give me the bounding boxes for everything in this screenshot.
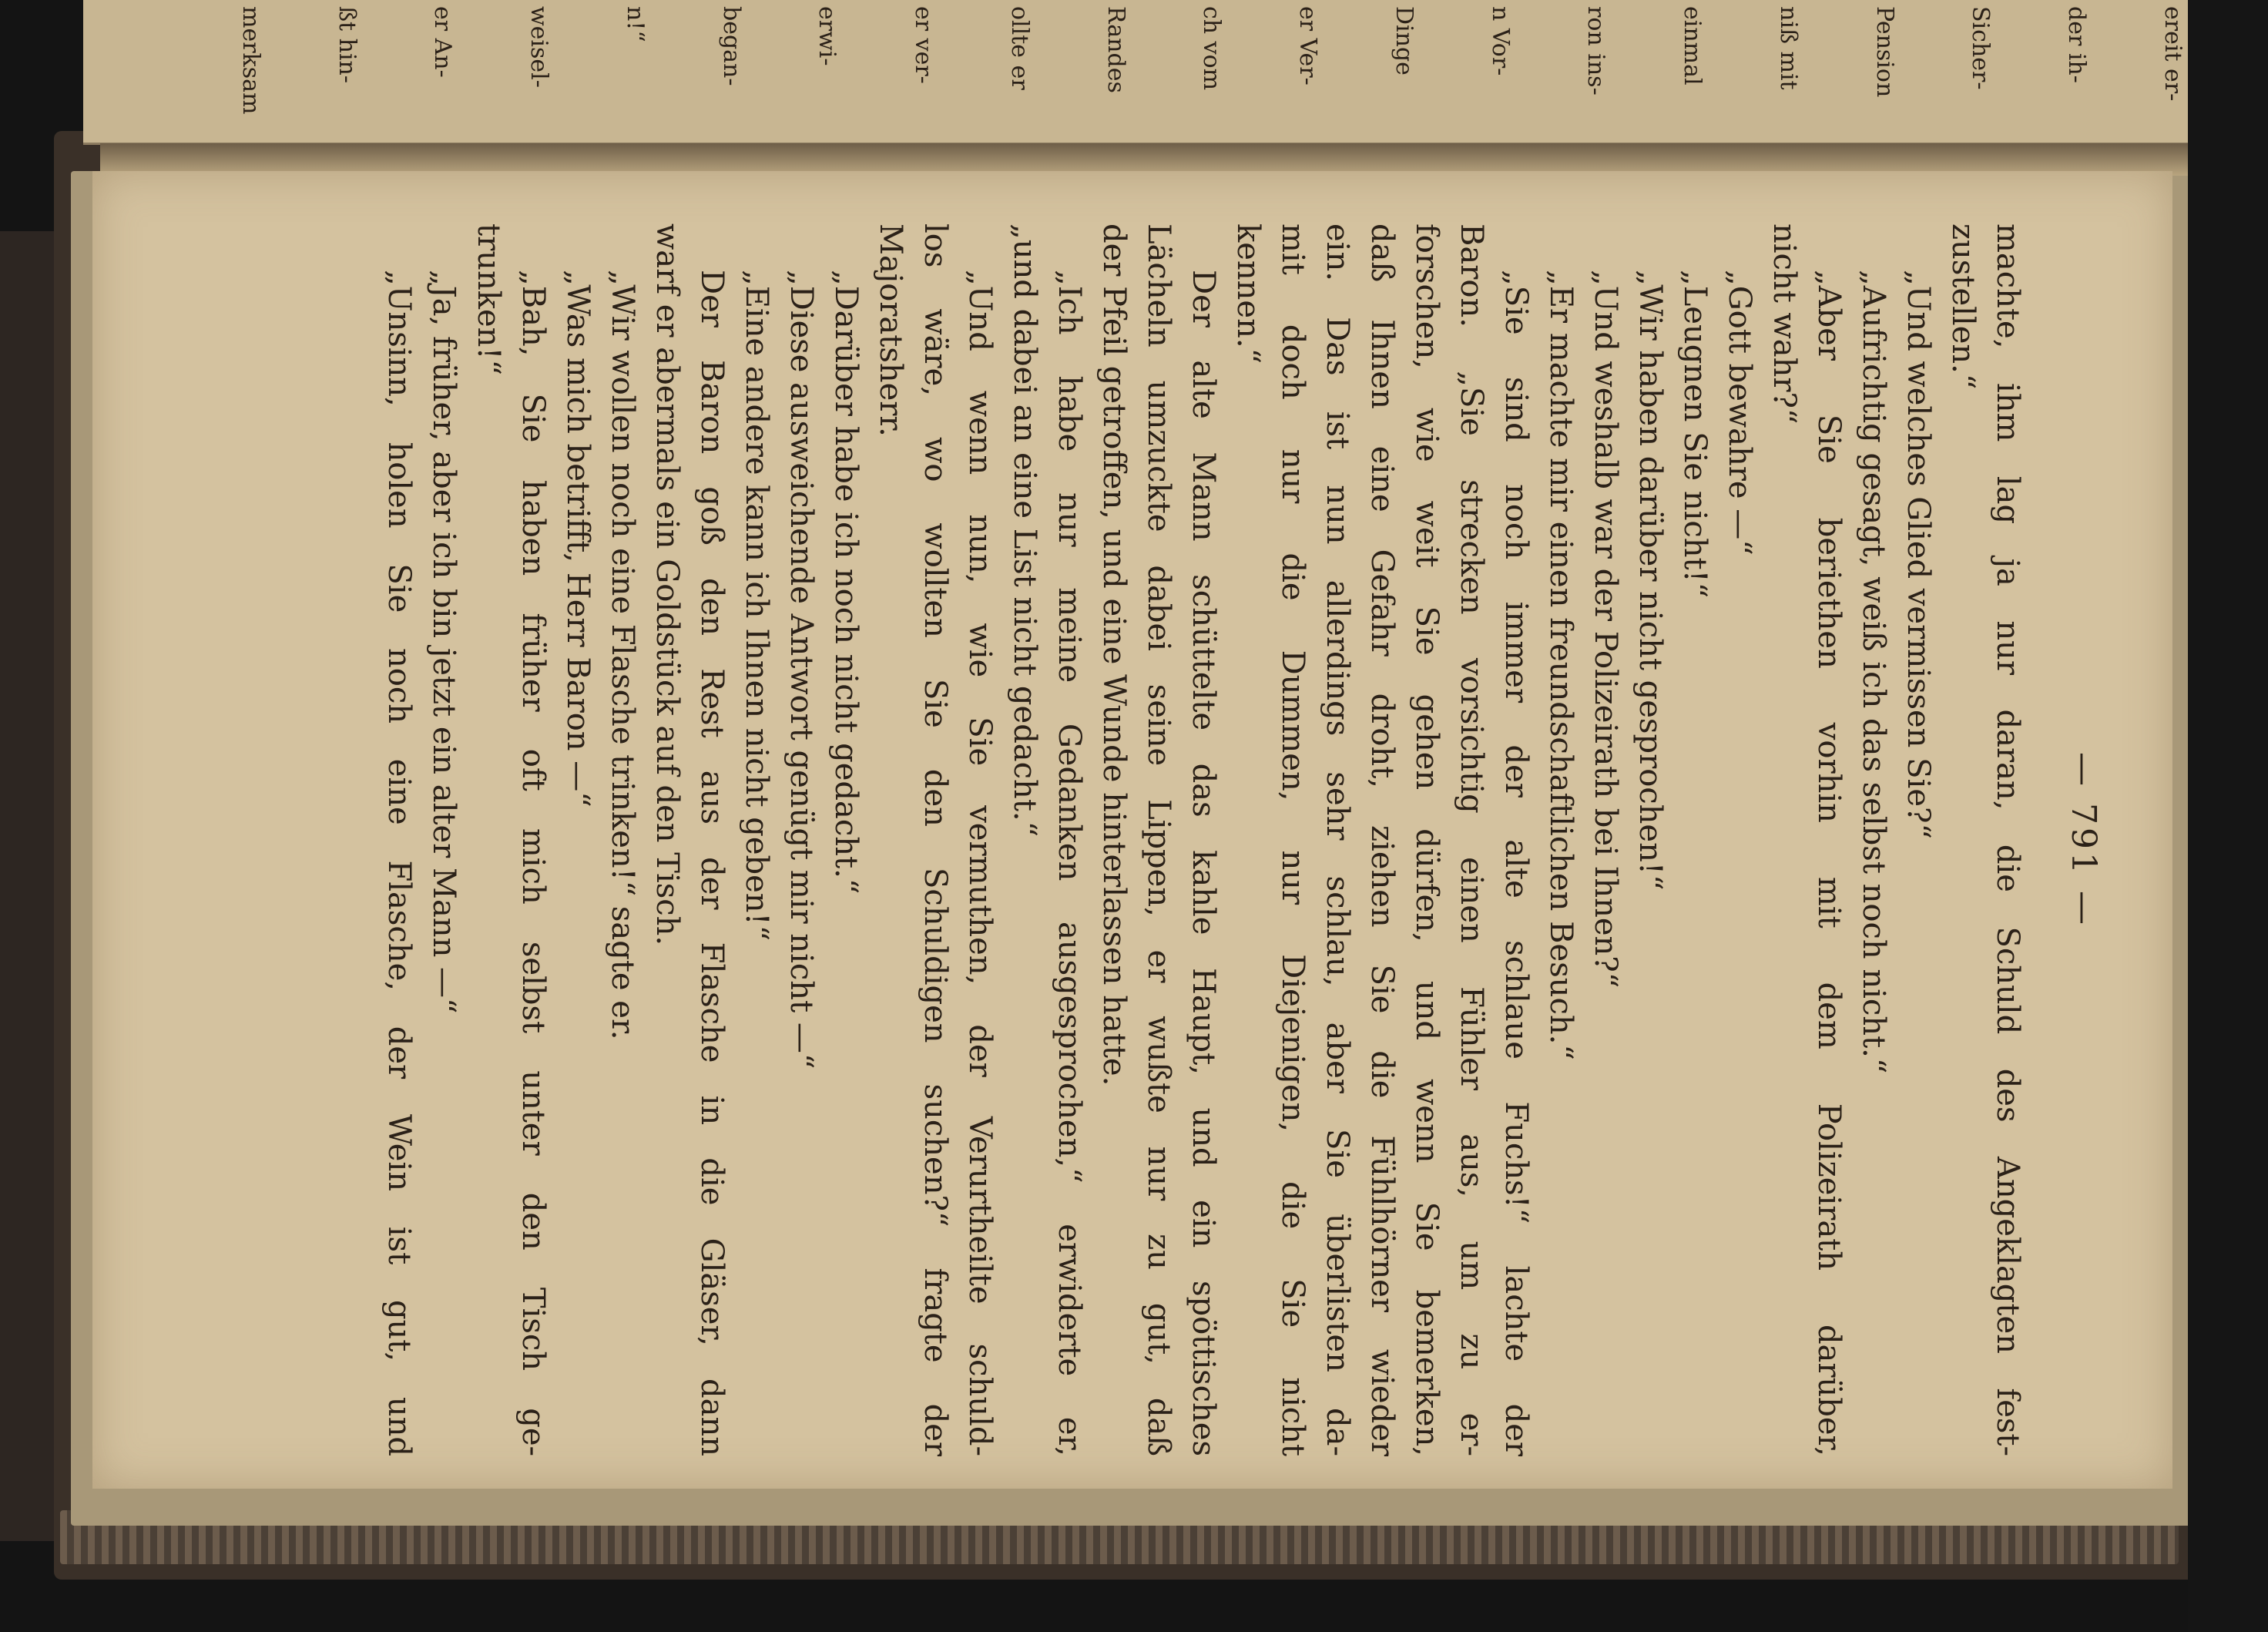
- page-body: [377, 223, 2030, 1456]
- text-line: „Wir haben darüber nicht gesprochen!“: [1632, 270, 1668, 891]
- text-line: „und dabei an eine List nicht gedacht.“: [1007, 223, 1042, 838]
- text-line: nicht wahr?“: [1766, 223, 1802, 425]
- facing-page-line: niß mit: [1774, 6, 1802, 90]
- facing-page-line: n Vor-: [1486, 6, 1514, 76]
- facing-page-line: n!“: [621, 6, 649, 42]
- text-line: „Und welches Glied vermissen Sie?“: [1901, 270, 1936, 839]
- text-line: „Ja, früher, aber ich bin jetzt ein alter Mann —“: [426, 270, 461, 1014]
- text-line: der Pfeil getroffen, und eine Wunde hinterlassen hatte.: [1096, 223, 1132, 1086]
- facing-page-line: er Ver-: [1294, 6, 1322, 86]
- facing-page-line: er An-: [429, 6, 457, 78]
- facing-page: [83, 0, 2225, 145]
- facing-page-line: ch vom: [1198, 6, 1226, 91]
- text-line: „Und weshalb war der Polizeirath bei Ihnen?“: [1588, 270, 1623, 989]
- text-line: „Aber Sie beriethen vorhin mit dem Polizeirath darüber,: [1811, 270, 1847, 1456]
- facing-page-line: Dinge: [1390, 6, 1418, 76]
- facing-page-line: weisel-: [525, 6, 553, 88]
- text-line: ein. Das ist nun allerdings sehr schlau, aber Sie überlisten da-: [1320, 223, 1355, 1456]
- facing-page-line: Sicher-: [1967, 6, 1995, 90]
- facing-page-line: ereit er-: [2159, 6, 2186, 102]
- facing-page-line: Pension: [1870, 6, 1898, 98]
- facing-page-line: began-: [717, 6, 745, 86]
- text-line: Baron. „Sie strecken vorsichtig einen Fühler aus, um zu er-: [1454, 223, 1489, 1456]
- text-line: „Bah, Sie haben früher oft mich selbst unter den Tisch ge-: [515, 270, 551, 1456]
- facing-page-line: ßt hin-: [333, 6, 361, 84]
- text-line: kennen.“: [1230, 223, 1266, 364]
- text-line: „Diese ausweichende Antwort genügt mir nicht —“: [783, 270, 819, 1070]
- text-line: forschen, wie weit Sie gehen dürfen, und wenn Sie bemerken,: [1409, 223, 1444, 1456]
- text-line: „Unsinn, holen Sie noch eine Flasche, der Wein ist gut, und: [381, 270, 417, 1456]
- text-line: Der Baron goß den Rest aus der Flasche in die Gläser, dann: [694, 270, 730, 1456]
- facing-page-text: [83, 0, 2225, 143]
- text-line: Lächeln umzuckte dabei seine Lippen, er wußte nur zu gut, daß: [1141, 223, 1176, 1456]
- text-line: „Ich habe nur meine Gedanken ausgesprochen,“ erwiderte er,: [1052, 270, 1087, 1456]
- text-line: „Eine andere kann ich Ihnen nicht geben!“: [739, 270, 774, 942]
- facing-page-line: merksam: [237, 6, 264, 115]
- text-line: „Er machte mir einen freundschaftlichen Besuch.“: [1543, 270, 1579, 1060]
- facing-page-line: der ih-: [2063, 6, 2091, 83]
- facing-page-line: er ver-: [910, 6, 938, 84]
- facing-page-line: ron ins-: [1582, 6, 1610, 96]
- text-line: „Leugnen Sie nicht!“: [1677, 270, 1713, 599]
- text-line: „Was mich betrifft, Herr Baron —“: [560, 270, 596, 808]
- text-line: warf er abermals ein Goldstück auf den Tisch.: [649, 223, 685, 946]
- page-number: — 791 —: [2064, 752, 2103, 928]
- text-line: Der alte Mann schüttelte das kahle Haupt, und ein spöttisches: [1186, 270, 1221, 1456]
- text-line: „Darüber habe ich noch nicht gedacht.“: [828, 270, 864, 895]
- text-line: los wäre, wo wollten Sie den Schuldigen suchen?“ fragte der: [918, 223, 953, 1456]
- text-line: „Aufrichtig gesagt, weiß ich das selbst noch nicht.“: [1856, 270, 1891, 1074]
- background-right: [2188, 0, 2268, 1632]
- text-line: Majoratsherr.: [873, 223, 908, 437]
- text-line: trunken!“: [471, 223, 506, 375]
- text-line: „Gott bewahre —“: [1722, 270, 1757, 556]
- page-text-block: [381, 223, 2103, 1456]
- text-line: zustellen.“: [1945, 223, 1981, 390]
- text-line: machte, ihm lag ja nur daran, die Schuld des Angeklagten fest-: [1990, 223, 2025, 1456]
- facing-page-line: erwi-: [814, 6, 841, 66]
- facing-page-line: ollte er: [1005, 6, 1033, 90]
- text-line: „Sie sind noch immer der alte schlaue Fuchs!“ lachte der: [1498, 270, 1534, 1456]
- text-line: daß Ihnen eine Gefahr droht, ziehen Sie die Fühlhörner wieder: [1364, 223, 1400, 1456]
- text-line: „Und wenn nun, wie Sie vermuthen, der Verurtheilte schuld-: [962, 270, 998, 1456]
- cover-left-edge: [0, 231, 54, 1541]
- facing-page-line: einmal: [1679, 6, 1706, 86]
- text-line: „Wir wollen noch eine Flasche trinken!“ sagte er.: [605, 270, 640, 1040]
- facing-page-line: Randes: [1102, 6, 1129, 93]
- text-line: mit doch nur die Dummen, nur Diejenigen, die Sie nicht: [1275, 223, 1310, 1456]
